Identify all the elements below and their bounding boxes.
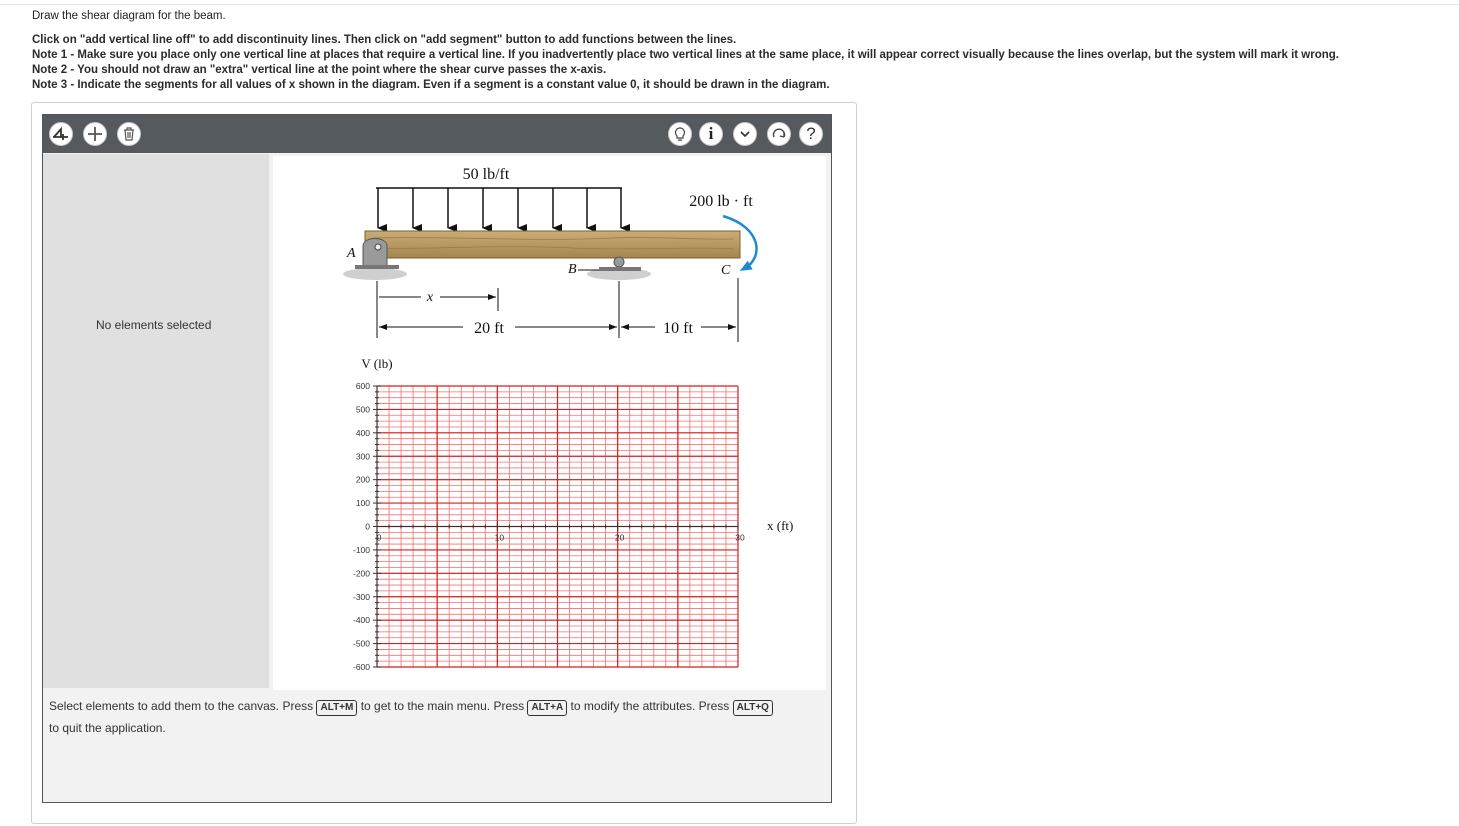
add-vertical-line-icon (52, 125, 70, 143)
load-arrows (378, 188, 621, 228)
hint-button[interactable] (668, 122, 692, 146)
help-button[interactable] (799, 122, 823, 146)
y-tick-label: 600 (355, 381, 370, 391)
point-c-label: C (721, 263, 731, 278)
y-tick-label: 0 (365, 521, 370, 532)
alt-q-key: ALT+Q (733, 700, 773, 716)
roller-support-b (587, 257, 651, 280)
beam (365, 231, 740, 258)
y-tick-label: 200 (355, 474, 370, 485)
delete-button[interactable] (117, 122, 141, 146)
x-axis-label: x (ft) (767, 518, 794, 533)
info-icon: i (708, 124, 714, 143)
y-tick-label: -300 (352, 591, 370, 602)
y-tick-label: 500 (355, 404, 370, 415)
add-segment-icon (86, 125, 104, 143)
reset-icon (771, 126, 787, 142)
help-icon: ? (806, 124, 816, 143)
info-button[interactable] (699, 122, 723, 146)
point-b-label: B (568, 262, 577, 277)
top-divider (0, 4, 1459, 5)
note-2: Note 2 - You should not draw an "extra" vertical line at the point where the shear curve passes the x-axis. (32, 64, 607, 76)
x-tick-label: 10 (494, 532, 505, 543)
trash-icon (121, 126, 137, 142)
hint-bulb-icon (672, 126, 688, 142)
y-tick-label: 400 (355, 427, 370, 438)
note-1: Note 1 - Make sure you place only one vertical line at places that require a vertical line. If you inadvertently place two vertical lines at the same place, it will appear correct visually because the lines overlap, but the system will mark it wrong. (32, 49, 1339, 61)
shear-axis-label: V (lb) (361, 356, 393, 371)
x-dimension-label: x (426, 290, 434, 305)
add-vertical-line-button[interactable] (49, 122, 73, 146)
dimension-10ft: 10 ft (663, 320, 693, 337)
y-tick-label: -100 (352, 544, 370, 555)
x-tick-label: 30 (735, 532, 745, 543)
drawing-canvas[interactable] (273, 156, 826, 690)
y-tick-label: -200 (352, 568, 370, 579)
toolbar (43, 115, 831, 153)
reset-button[interactable] (767, 122, 791, 146)
keyboard-help: Select elements to add them to the canvas. Press ALT+M to get to the main menu. Press ALT+A to modify the attributes. Press ALT+Q to quit the application. (49, 695, 824, 739)
y-tick-label: 300 (355, 451, 370, 462)
beam-figure (273, 156, 826, 690)
y-tick-label: -500 (352, 638, 370, 649)
y-tick-label: -400 (352, 615, 370, 626)
point-a-label: A (347, 246, 356, 261)
moment-label: 200 lb · ft (689, 193, 753, 210)
y-tick-label: -600 (352, 662, 370, 672)
chevron-down-icon (738, 127, 752, 141)
attribute-sidebar (43, 154, 269, 688)
instruction-line: Click on "add vertical line off" to add discontinuity lines. Then click on "add segment" button to add functions between the lines. (32, 34, 737, 46)
alt-a-key: ALT+A (527, 700, 567, 716)
note-3: Note 3 - Indicate the segments for all values of x shown in the diagram. Even if a segment is a constant value 0, it should be drawn in the diagram. (32, 79, 830, 91)
drawing-app (42, 114, 832, 803)
alt-m-key: ALT+M (316, 700, 357, 716)
x-tick-label: 20 (614, 532, 625, 543)
add-segment-button[interactable] (83, 122, 107, 146)
chart-axes (373, 386, 738, 667)
x-tick-label: 0 (376, 532, 382, 543)
distributed-load-label: 50 lb/ft (462, 166, 510, 183)
y-tick-label: 100 (355, 498, 370, 509)
dimension-20ft: 20 ft (474, 320, 504, 337)
selection-status: No elements selected (96, 318, 212, 332)
instruction-title: Draw the shear diagram for the beam. (32, 10, 226, 22)
options-dropdown[interactable] (733, 122, 757, 146)
